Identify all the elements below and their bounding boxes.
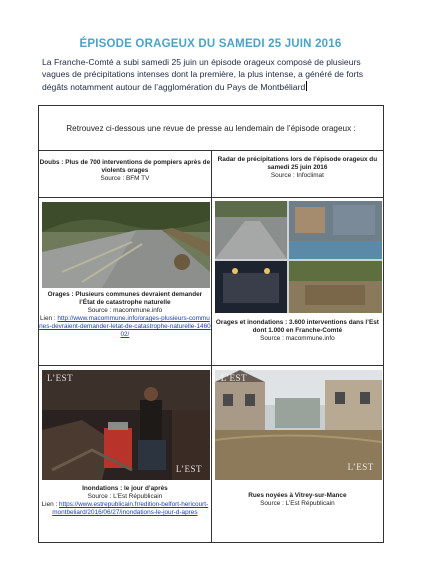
press-source: Source : macommune.info xyxy=(87,307,163,314)
intro-text: La Franche-Comté a subi samedi 25 juin un épisode orageux composé de plusieurs vagues de précipitations intenses dont la première, la plus intense, a généré de forts dégâts notamment autour de l’agglomération du Pays de Montbéliard xyxy=(42,57,364,92)
press-link-macommune[interactable]: http://www.macommune.info/orages-plusieurs-communes-devraient-demander-letat-de-catastrophe-naturelle-146002/ xyxy=(39,315,211,338)
press-item-estrep-1 xyxy=(39,366,212,543)
link-label: Lien : xyxy=(41,501,60,508)
press-item-macommune-2 xyxy=(211,198,383,366)
press-source: Source : L’Est Républicain xyxy=(87,493,163,500)
press-item-infoclimat xyxy=(211,151,383,198)
press-title: Rues noyées à Vitrey-sur-Mance xyxy=(248,492,347,499)
press-title: Orages : Plusieurs communes devraient demander l’État de catastrophe naturelle xyxy=(47,291,203,306)
press-item-estrep-2 xyxy=(211,366,383,543)
press-review-table xyxy=(38,105,384,543)
page-title: ÉPISODE ORAGEUX DU SAMEDI 25 JUIN 2016 xyxy=(79,38,342,50)
press-item-bfm xyxy=(39,151,212,198)
table-header-cell xyxy=(39,106,384,151)
photo-flooded-street-frame xyxy=(215,370,382,480)
text-cursor xyxy=(306,81,307,91)
press-item-macommune-1 xyxy=(39,198,212,366)
press-title: Inondations : le jour d’après xyxy=(82,485,168,492)
press-title: Radar de précipitations lors de l’épisode orageux du samedi 25 juin 2016 xyxy=(217,156,378,171)
intro-paragraph xyxy=(42,56,382,93)
watermark-est: L’EST xyxy=(220,373,247,383)
press-source: Source : BFM TV xyxy=(100,175,150,182)
press-link-estrepublicain[interactable]: https://www.estrepublicain.fr/edition-belfort-hericourt-montbeliard/2016/06/27/inondations-le-jour-d-apres xyxy=(52,501,209,516)
photo-damaged-road xyxy=(42,202,210,288)
watermark-est: L’EST xyxy=(175,464,202,474)
photo-collage-flood xyxy=(215,201,382,313)
press-source: Source : L’Est Républicain xyxy=(260,500,335,507)
press-title: Doubs : Plus de 700 interventions de pompiers après de violents orages xyxy=(39,159,211,174)
table-header-text: Retrouvez ci-dessous une revue de presse au lendemain de l’épisode orageux : xyxy=(66,123,356,133)
photo-firefighter-frame xyxy=(42,370,210,480)
press-source: Source : macommune.info xyxy=(260,335,335,342)
press-source: Source : Infoclimat xyxy=(270,172,324,179)
link-label: Lien : xyxy=(40,315,58,322)
watermark-est: L’EST xyxy=(47,373,74,383)
watermark-est: L’EST xyxy=(347,462,374,472)
press-title: Orages et inondations : 3.600 interventions dans l’Est dont 1.000 en Franche-Comté xyxy=(215,319,379,334)
